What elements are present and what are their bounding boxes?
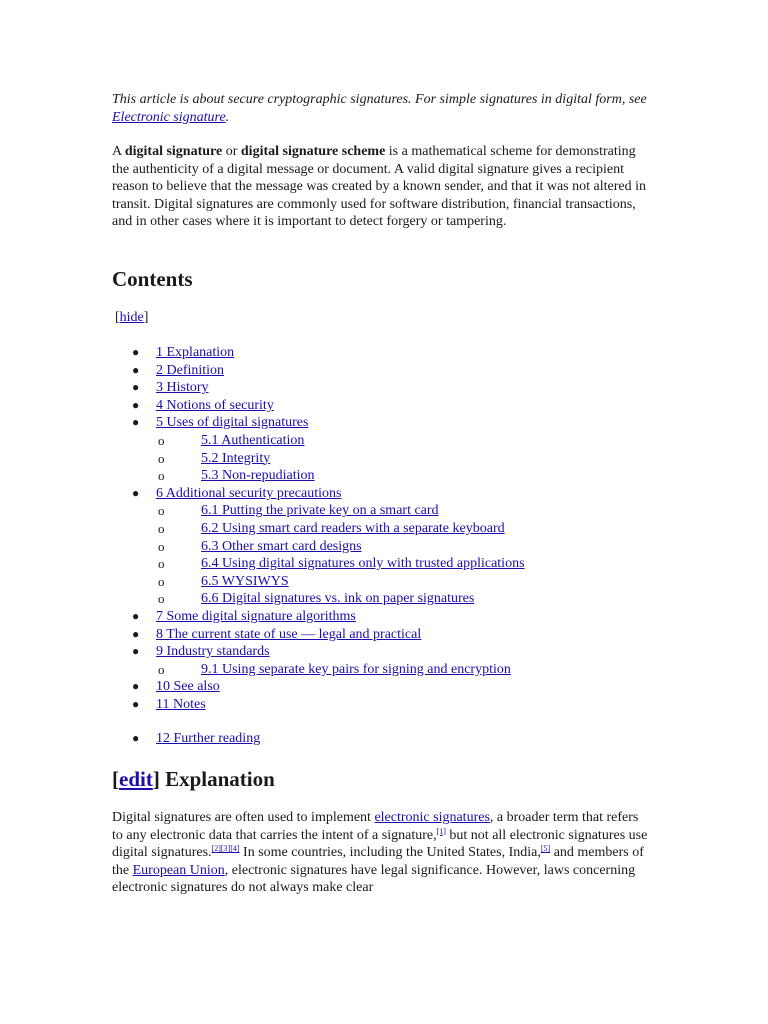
toc-link[interactable]: 6.3 Other smart card designs xyxy=(201,538,362,554)
toc-link[interactable]: 11 Notes xyxy=(156,696,206,712)
lead-text: A xyxy=(112,144,125,159)
circle-bullet-icon: o xyxy=(158,538,165,554)
circle-bullet-icon: o xyxy=(158,520,165,536)
circle-bullet-icon: o xyxy=(158,450,165,466)
toc-link[interactable]: 5.1 Authentication xyxy=(201,432,305,448)
hide-toc-link[interactable]: hide xyxy=(119,310,144,325)
bullet-icon: ● xyxy=(132,380,140,395)
toc-link[interactable]: 1 Explanation xyxy=(156,345,235,360)
toc-link[interactable]: 12 Further reading xyxy=(156,731,261,747)
electronic-signatures-link[interactable]: electronic signatures xyxy=(374,810,490,825)
toc-item xyxy=(112,696,652,714)
reference-4[interactable]: [4] xyxy=(230,844,240,853)
toc-link[interactable]: 3 History xyxy=(156,380,209,396)
bullet-icon: ● xyxy=(132,626,140,641)
toc-item xyxy=(112,467,652,485)
toc-link[interactable]: 9.1 Using separate key pairs for signing and encryption xyxy=(201,661,511,677)
lead-bold-term: digital signature scheme xyxy=(240,144,386,159)
toc-link[interactable]: 5.3 Non-repudiation xyxy=(201,468,315,484)
toc-item xyxy=(112,730,652,748)
lead-text: or xyxy=(222,144,241,159)
toc-link[interactable]: 5.2 Integrity xyxy=(201,450,271,466)
bullet-icon: ● xyxy=(132,731,140,746)
toc-link[interactable]: 2 Definition xyxy=(156,362,225,378)
european-union-link[interactable]: European Union xyxy=(132,862,225,878)
toc-link[interactable]: 9 Industry standards xyxy=(156,644,270,660)
toc-toggle xyxy=(115,309,148,327)
circle-bullet-icon: o xyxy=(158,573,165,589)
para-text: In some countries, including the United States, India, xyxy=(239,845,541,860)
toc-item xyxy=(112,379,652,397)
toc-link[interactable]: 6.4 Using digital signatures only with trusted applications xyxy=(201,556,525,572)
reference-5[interactable]: [5] xyxy=(540,844,551,853)
toc-link[interactable]: 4 Notions of security xyxy=(156,397,274,413)
toc-link[interactable]: 6 Additional security precautions xyxy=(156,485,342,501)
table-of-contents xyxy=(112,344,652,748)
toc-item xyxy=(112,678,652,696)
hatnote-text: This article is about secure cryptographic signatures. For simple signatures in digital form, see xyxy=(112,92,647,107)
para-text: , a broader term that refers to any electronic data that carries the intent of a signature, xyxy=(112,810,639,843)
toc-item xyxy=(112,432,652,450)
bracket: [ xyxy=(115,310,120,325)
toc-item xyxy=(112,590,652,608)
toc-item xyxy=(112,344,652,362)
section-heading-explanation xyxy=(112,766,275,792)
bullet-icon: ● xyxy=(132,362,140,377)
bullet-icon: ● xyxy=(132,397,140,412)
toc-item xyxy=(112,661,652,679)
bullet-icon: ● xyxy=(132,679,140,694)
toc-item xyxy=(112,626,652,644)
hatnote-end: . xyxy=(225,109,230,125)
toc-link[interactable]: 10 See also xyxy=(156,679,220,695)
lead-bold-term: digital signature xyxy=(124,144,223,159)
circle-bullet-icon: o xyxy=(158,556,165,572)
toc-item xyxy=(112,362,652,380)
toc-link[interactable]: 7 Some digital signature algorithms xyxy=(156,608,356,624)
bullet-icon: ● xyxy=(132,696,140,711)
toc-item xyxy=(112,520,652,538)
toc-item xyxy=(112,397,652,415)
toc-item xyxy=(112,450,652,468)
bullet-icon: ● xyxy=(132,415,140,430)
reference-1[interactable]: [1] xyxy=(436,826,446,836)
reference-2[interactable]: [2] xyxy=(211,844,221,853)
toc-item xyxy=(112,538,652,556)
reference-3[interactable]: [3] xyxy=(220,844,231,853)
bullet-icon: ● xyxy=(132,608,140,623)
toc-link[interactable]: 6.6 Digital signatures vs. ink on paper signatures xyxy=(201,591,475,607)
hatnote xyxy=(112,91,652,126)
toc-item xyxy=(112,573,652,591)
bullet-icon: ● xyxy=(132,485,140,500)
lead-text: is a mathematical scheme for demonstrating the authenticity of a digital message or document. A valid digital signature gives a recipient reason to believe that the message was created by a known sender, and that it was not altered in transit. Digital signatures are commonly used for software distribution, financial transactions, and in other cases where it is important to detect forgery or tampering. xyxy=(112,144,646,229)
bullet-icon: ● xyxy=(132,345,140,359)
para-text: and members of the xyxy=(112,845,644,878)
section-title: Explanation xyxy=(159,767,275,791)
toc-link[interactable]: 6.2 Using smart card readers with a separate keyboard xyxy=(201,520,505,536)
para-text: Digital signatures are often used to implement xyxy=(112,810,375,825)
bracket: ] xyxy=(143,310,149,325)
toc-item xyxy=(112,555,652,573)
explanation-paragraph xyxy=(112,809,652,897)
bracket: ] xyxy=(152,767,160,791)
circle-bullet-icon: o xyxy=(158,661,165,677)
toc-item xyxy=(112,608,652,626)
toc-item xyxy=(112,643,652,661)
electronic-signature-link[interactable]: Electronic signature xyxy=(112,109,226,125)
bullet-icon: ● xyxy=(132,644,140,659)
lead-paragraph xyxy=(112,143,652,231)
toc-link[interactable]: 6.1 Putting the private key on a smart card xyxy=(201,503,439,519)
edit-section-link[interactable]: edit xyxy=(119,767,153,791)
circle-bullet-icon: o xyxy=(158,503,165,519)
circle-bullet-icon: o xyxy=(158,591,165,607)
para-text: , electronic signatures have legal significance. However, laws concerning electronic signatures do not always make clear xyxy=(112,862,636,895)
toc-item xyxy=(112,485,652,503)
toc-item xyxy=(112,414,652,432)
circle-bullet-icon: o xyxy=(158,468,165,484)
toc-item xyxy=(112,502,652,520)
bracket: [ xyxy=(112,767,119,791)
contents-heading: Contents xyxy=(112,267,193,291)
para-text: but not all electronic signatures use digital signatures. xyxy=(112,827,648,860)
circle-bullet-icon: o xyxy=(158,432,165,448)
toc-link[interactable]: 5 Uses of digital signatures xyxy=(156,415,309,431)
toc-link[interactable]: 6.5 WYSIWYS xyxy=(201,573,289,589)
toc-link[interactable]: 8 The current state of use — legal and practical xyxy=(156,626,422,642)
